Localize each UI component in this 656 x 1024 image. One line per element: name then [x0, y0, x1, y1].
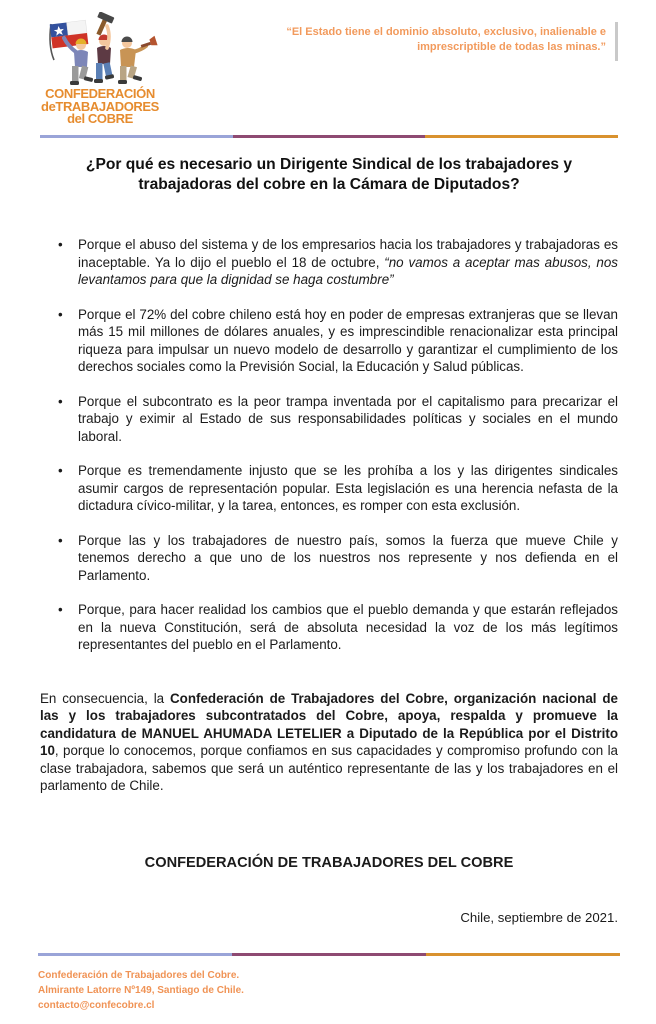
closing-paragraph: En consecuencia, la Confederación de Trabajadores del Cobre, organización nacional de las y los trabajadores subcontratados del Cobre, apoya, respalda y promueve la candidatura de MANUEL AHUMADA LETELIER a Diputado de la República por el Distrito 10, porque lo conocemos, porque confiamos en sus capacidades y compromiso profundo con la clase trabajadora, sabemos que será un auténtico representante de las y los trabajadores en el parlamento de Chile.: [40, 690, 618, 793]
footer-email: contacto@confecobre.cl: [38, 1000, 155, 1011]
footer-divider-segment-plum: [232, 953, 426, 956]
footer-divider-segment-orange: [426, 953, 620, 956]
page-title: ¿Por qué es necesario un Dirigente Sindical de los trabajadores y trabajadoras del cobre en la Cámara de Diputados?: [85, 156, 573, 193]
header-divider: [40, 135, 618, 138]
footer-text: [38, 968, 620, 1013]
dateline: Chile, septiembre de 2021.: [460, 909, 618, 925]
footer: [38, 953, 620, 1013]
footer-address: Almirante Latorre Nº149, Santiago de Chile.: [38, 985, 244, 996]
bullet-item-2: • Porque el 72% del cobre chileno está hoy en poder de empresas extranjeras que se llevan más 15 mil millones de dólares anuales, y es imprescindible renacionalizar esta principal riqueza para impulsar un nuevo modelo de desarrollo y garantizar el cumplimiento de los derechos sociales como la Previsión Social, la Educación y Salud públicas.: [58, 306, 618, 376]
bullet-item-6: • Porque, para hacer realidad los cambios que el pueblo demanda y que estarán reflejados en la nueva Constitución, será de absoluta necesidad la voz de los más legítimos representantes del pueblo en el Parlamento.: [58, 601, 618, 654]
hammer-icon: [91, 12, 115, 38]
logo-illustration-workers-marching: [41, 12, 159, 90]
logo-text: [36, 88, 164, 126]
worker-middle: [94, 26, 114, 83]
divider-segment-plum: [233, 135, 426, 138]
footer-divider-segment-blue: [38, 953, 232, 956]
divider-segment-blue: [40, 135, 233, 138]
worker-right: [118, 36, 158, 84]
bullet-item-3: • Porque el subcontrato es la peor trampa inventada por el capitalismo para precarizar el trabajo y eximir al Estado de sus responsabilidades políticas y sociales en el mundo laboral.: [58, 393, 618, 446]
logo-text-line2: deTRABAJADORES: [41, 98, 159, 114]
header: [40, 0, 618, 135]
logo: [36, 12, 164, 126]
signature-line: CONFEDERACIÓN DE TRABAJADORES DEL COBRE: [144, 854, 514, 871]
bullet-item-5: • Porque las y los trabajadores de nuestro país, somos la fuerza que mueve Chile y tenemos derecho a que uno de los nuestros nos represente y nos defienda en el Parlamento.: [58, 532, 618, 585]
bullet-item-1: • Porque el abuso del sistema y de los empresarios hacia los trabajadores y trabajadoras es inaceptable. Ya lo dijo el pueblo el 18 de octubre, “no vamos a aceptar mas abusos, nos levantamos para que la dignidad se haga costumbre”: [58, 236, 618, 289]
logo-text-line1: CONFEDERACIÓN: [45, 86, 155, 101]
logo-text-line3: del COBRE: [67, 111, 133, 126]
divider-segment-orange: [425, 135, 618, 138]
footer-org-name: Confederación de Trabajadores del Cobre.: [38, 970, 240, 981]
worker-left: [64, 38, 93, 85]
bullet-item-4: • Porque es tremendamente injusto que se les prohíba a los y las dirigentes sindicales asumir cargos de representación popular. Esta legislación es una herencia nefasta de la dictadura cívico-militar, y la tarea, entonces, es romper con esta exclusión.: [58, 462, 618, 515]
footer-divider: [38, 953, 620, 956]
bullet-list: [40, 236, 618, 654]
header-quote: “El Estado tiene el dominio absoluto, exclusivo, inalienable e imprescriptible de todas las minas.”: [206, 22, 618, 61]
